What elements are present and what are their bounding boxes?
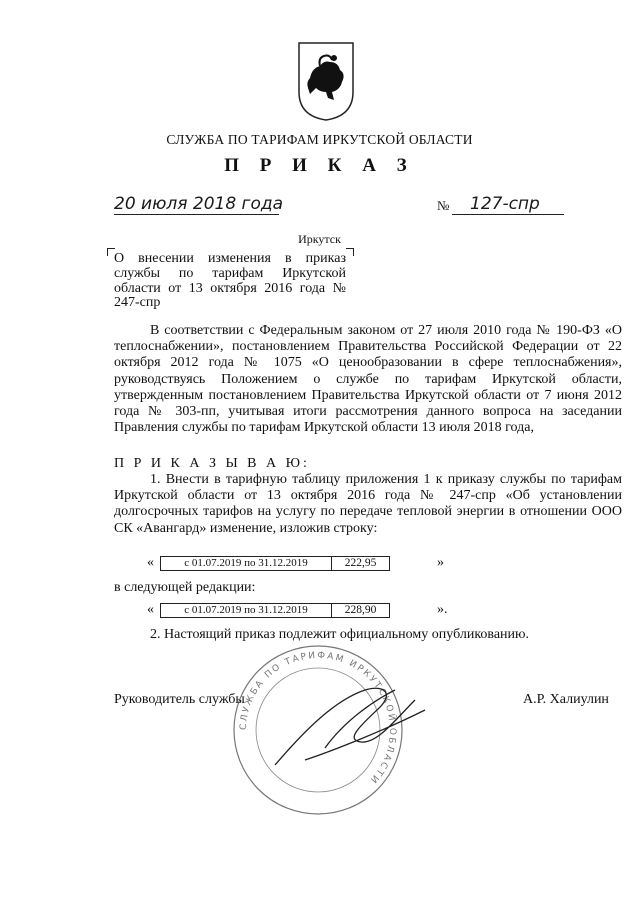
row-old-close-quote: » <box>437 555 444 570</box>
row-new-open-quote: « <box>147 602 154 617</box>
subject-block: О внесении изменения в приказ службы по тарифам Иркутской области от 13 октября 2016 года № 247-спр <box>114 251 346 311</box>
tariff-row-old-value: 222,95 <box>344 557 377 569</box>
tariff-row-old <box>160 556 390 571</box>
subject-corner-right <box>346 248 354 256</box>
item-1-paragraph: 1. Внести в тарифную таблицу приложения 1 к приказу службы по тарифам Иркутской области от 13 октября 2016 года № 247-спр «Об установлении долгосрочных тарифов на услугу по передаче тепловой энергии в отношении ООО СК «Авангард» изменение, изложив строку: <box>114 472 622 536</box>
signatory-position: Руководитель службы <box>114 692 245 707</box>
redaction-label: в следующей редакции: <box>114 580 256 595</box>
organization-header: СЛУЖБА ПО ТАРИФАМ ИРКУТСКОЙ ОБЛАСТИ <box>166 132 473 147</box>
handwritten-date: 20 июля 2018 года <box>114 194 284 214</box>
tariff-row-new-value: 228,90 <box>344 604 377 616</box>
tariff-row-old-period: с 01.07.2019 по 31.12.2019 <box>161 557 332 570</box>
handwritten-number: 127-спр <box>470 194 540 214</box>
number-underline <box>452 214 564 215</box>
date-underline <box>114 214 279 215</box>
signatory-name: А.Р. Халиулин <box>523 692 609 707</box>
number-label: № <box>437 198 450 213</box>
document-title: П Р И К А З <box>224 155 415 176</box>
order-word: П Р И К А З Ы В А Ю: <box>114 456 310 471</box>
coat-of-arms-emblem <box>296 40 356 122</box>
preamble-paragraph: В соответствии с Федеральным законом от 27 июля 2010 года № 190-ФЗ «О теплоснабжении», постановлением Правительства Российской Федерации от 22 октября 2012 года № 1075 «О ценообразовании в сфере теплоснабжения», руководствуясь Положением о службе по тарифам Иркутской области, утвержденным постановлением Правительства Иркутской области от 7 июня 2012 года № 303-пп, учитывая итоги рассмотрения данного вопроса на заседании Правления службы по тарифам Иркутской области 13 июля 2018 года, <box>114 323 622 436</box>
svg-text:СЛУЖБА ПО ТАРИФАМ ИРКУТСКОЙ ОБ: СЛУЖБА ПО ТАРИФАМ ИРКУТСКОЙ ОБЛАСТИ <box>238 650 398 786</box>
tariff-row-new-period: с 01.07.2019 по 31.12.2019 <box>161 604 332 617</box>
row-old-open-quote: « <box>147 555 154 570</box>
item-2-paragraph: 2. Настоящий приказ подлежит официальному опубликованию. <box>150 627 529 642</box>
tariff-row-new <box>160 603 390 618</box>
handwritten-signature <box>265 660 435 780</box>
city-label: Иркутск <box>298 232 341 246</box>
row-new-close-quote: ». <box>437 602 448 617</box>
